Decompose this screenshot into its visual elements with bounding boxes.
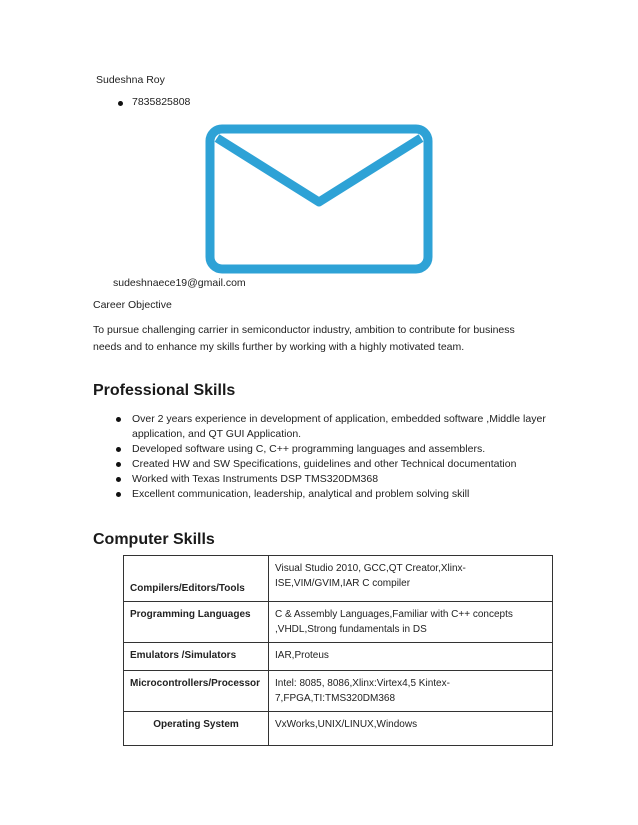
skill-category: Emulators /Simulators <box>124 643 269 671</box>
skill-details: IAR,Proteus <box>269 643 553 671</box>
list-item <box>116 457 546 472</box>
bullet-icon <box>116 492 121 497</box>
candidate-name: Sudeshna Roy <box>96 74 165 86</box>
skill-text: Over 2 years experience in development of application, embedded software ,Middle layer application, and QT GUI Application. <box>132 413 546 440</box>
phone-number: 7835825808 <box>132 96 191 108</box>
bullet-icon <box>118 101 123 106</box>
bullet-icon <box>116 447 121 452</box>
table-row <box>124 671 553 712</box>
list-item <box>116 412 546 442</box>
skill-details: Visual Studio 2010, GCC,QT Creator,Xlinx-ISE,VIM/GVIM,IAR C compiler <box>269 556 553 602</box>
email-address: sudeshnaece19@gmail.com <box>113 277 246 289</box>
skill-category: Programming Languages <box>124 602 269 643</box>
skill-text: Worked with Texas Instruments DSP TMS320DM368 <box>132 473 379 485</box>
skill-category: Operating System <box>124 712 269 746</box>
list-item <box>116 442 546 457</box>
table-row <box>124 712 553 746</box>
career-objective-heading: Career Objective <box>93 299 172 311</box>
skill-details: Intel: 8085, 8086,Xlinx:Virtex4,5 Kintex-7,FPGA,TI:TMS320DM368 <box>269 671 553 712</box>
table-row <box>124 556 553 602</box>
bullet-icon <box>116 462 121 467</box>
professional-skills-heading: Professional Skills <box>93 382 236 399</box>
skill-text: Developed software using C, C++ programming languages and assemblers. <box>132 443 486 455</box>
skill-details: C & Assembly Languages,Familiar with C++ concepts ,VHDL,Strong fundamentals in DS <box>269 602 553 643</box>
list-item <box>116 487 546 502</box>
table-row <box>124 643 553 671</box>
list-item <box>116 472 546 487</box>
bullet-icon <box>116 477 121 482</box>
skill-details: VxWorks,UNIX/LINUX,Windows <box>269 712 553 746</box>
envelope-icon <box>205 124 433 274</box>
skill-text: Created HW and SW Specifications, guidelines and other Technical documentation <box>132 458 517 470</box>
career-objective-text: To pursue challenging carrier in semiconductor industry, ambition to contribute for business needs and to enhance my skills further by working with a highly motivated team. <box>93 324 515 353</box>
skill-category: Microcontrollers/Processor <box>124 671 269 712</box>
computer-skills-heading: Computer Skills <box>93 531 215 548</box>
table-row <box>124 602 553 643</box>
skill-text: Excellent communication, leadership, analytical and problem solving skill <box>132 488 470 500</box>
computer-skills-table <box>123 555 553 746</box>
bullet-icon <box>116 417 121 422</box>
skill-category: Compilers/Editors/Tools <box>124 556 269 602</box>
professional-skills-list <box>116 412 546 502</box>
